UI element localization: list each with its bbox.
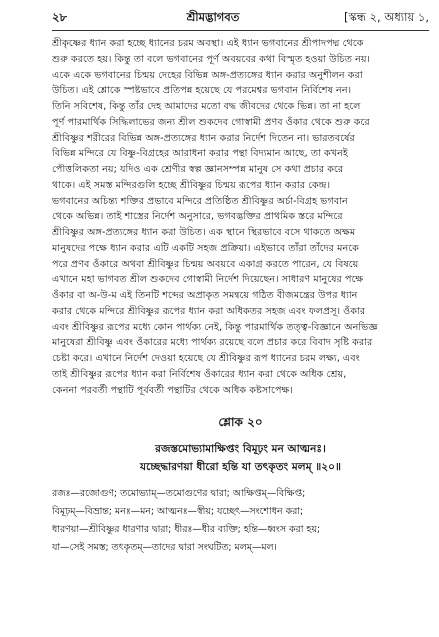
synonym-line: বিমূঢ়ম্—বিভ্রান্ত; মনঃ—মন; আত্মনঃ—স্বীয়; যচ্ছেৎ—সংশোধন করা; — [52, 506, 304, 517]
purport-line: শ্রীকৃষ্ণের ধ্যান করা হচ্ছে ধ্যানের চরম অবস্থা। এই ধ্যান ভগবানের শ্রীপাদপদ্ম থেকে — [52, 38, 364, 49]
synonyms-text — [52, 485, 429, 557]
purport-line: শুরু করতে হয়। কিন্তু তা বলে ভগবানের পূর্ণ অবয়বের কথা বিস্মৃত হওয়া উচিত নয়। — [52, 53, 371, 65]
purport-line: ওঁকার বা অ-উ-ম এই তিনটি শব্দের অপ্রাকৃত সমন্বয়ে গঠিত বীজমন্ত্রের উপর ধ্যান — [52, 290, 358, 301]
purport-line: চেষ্টা করে। এখানে নির্দেশ দেওয়া হয়েছে যে শ্রীবিষ্ণুর রূপ ধ্যানের চরম লক্ষ্য, এবং — [52, 353, 360, 364]
purport-line: উচিত। এই শ্লোকে স্পষ্টভাবে প্রতিপন্ন হয়েছে যে পরমেশ্বর ভগবান নির্বিশেষ নন। — [52, 85, 352, 97]
page-header — [52, 8, 429, 28]
verse-title: শ্লোক ২০ — [218, 415, 263, 429]
purport-line: এখানে মহা ভাগবত শ্রীল শুকদেব গোস্বামী নির্দেশ দিয়েছেন। সাধারণ মানুষের পক্ষে — [52, 274, 364, 286]
purport-line: বিভিন্ন মন্দিরে যে বিষ্ণু-বিগ্রহের আরাধনা করার পন্থা বিদ্যমান আছে, তা কখনই — [52, 148, 348, 160]
purport-line: কেননা পরবর্তী পন্থাটি পূর্ববর্তী পন্থাটির থেকে অধিক কষ্টসাপেক্ষ। — [52, 384, 293, 396]
book-title: শ্রীমদ্ভাগবত — [186, 9, 240, 24]
verse-line-1: রজস্তমোভ্যামাক্ষিপ্তং বিমূঢ়ং মন আত্মনঃ। — [155, 443, 326, 455]
purport-line: শ্রীবিষ্ণুর শরীরের বিভিন্ন অঙ্গ-প্রত্যঙ্গের ধ্যান করার নির্দেশ দিতেন না। ভারতবর্ষের — [52, 132, 355, 144]
purport-line: ভগবানের অচিন্ত্য শক্তির প্রভাবে মন্দিরে প্রতিষ্ঠিত শ্রীবিষ্ণুর অর্চা-বিগ্রহ ভগবান — [52, 195, 348, 207]
purport-line: থেকে অভিন্ন। তাই শাস্ত্রের নির্দেশ অনুসারে, ভগবদ্ভক্তির প্রাথমিক স্তরে মন্দিরে — [52, 211, 343, 223]
purport-line: শ্রীবিষ্ণুর অঙ্গ-প্রত্যঙ্গের ধ্যান করা উচিত। এক স্থানে স্থিরভাবে বসে থাকতে অক্ষম — [52, 227, 356, 238]
purport-line: পরে প্রণব ওঁকারে অথবা শ্রীবিষ্ণুর চিন্ময় অবয়বে একাগ্র করতে পারেন, যে বিষয়ে — [52, 258, 359, 270]
purport-line: পৌত্তলিকতা নয়; যদিও এক শ্রেণীর স্বল্প জ্ঞানসম্পন্ন মানুষ সে কথা প্রচার করে — [52, 164, 344, 175]
purport-line: তাই শ্রীবিষ্ণুর রূপের ধ্যান করা নির্বিশেষ ওঁকারের ধ্যান করা থেকে অধিক শ্রেয়, — [52, 368, 347, 380]
purport-line: তিনি সবিশেষ, কিন্তু তাঁর দেহ আমাদের মতো বদ্ধ জীবদের থেকে ভিন্ন। তা না হলে — [52, 101, 361, 112]
purport-line: মানুষেরা শ্রীবিষ্ণু এবং ওঁকারের মধ্যে পার্থক্য রয়েছে বলে প্রচার করে বিবাদ সৃষ্টি করার — [52, 337, 373, 349]
section-reference: [স্কন্ধ ২, অধ্যায় ১, — [344, 9, 429, 24]
synonym-line: ধারণয়া—শ্রীবিষ্ণুর ধারণার দ্বারা; ধীরঃ—ধীর ব্যক্তি; হন্তি—ধ্বংস করা হয়; — [52, 524, 321, 535]
purport-line: করার থেকে মন্দিরে শ্রীবিষ্ণুর রূপের ধ্যান করা অধিকতর সহজ এবং ফলপ্রসূ। ওঁকার — [52, 305, 366, 317]
page-number: ২৮ — [52, 9, 67, 24]
header-rule — [52, 30, 429, 31]
synonym-line: রজঃ—রজোগুণ; তমোভ্যাম্—তমোগুণের দ্বারা; আক্ষিপ্তম্—বিক্ষিপ্ত; — [52, 488, 306, 499]
verse-line-2: যচ্ছেদ্ধারণয়া ধীরো হন্তি যা তৎকৃতং মলম্ ॥২০॥ — [139, 461, 342, 473]
verse-text — [52, 440, 429, 476]
purport-line: পূর্ণ পারমার্থিক সিদ্ধিলাভের জন্য শ্রীল শুকদেব গোস্বামী প্রণব ওঁকার থেকে শুরু করে — [52, 116, 370, 128]
purport-line: একে একে ভগবানের চিন্ময় দেহের বিভিন্ন অঙ্গ-প্রত্যঙ্গের ধ্যান করার অনুশীলন করা — [52, 69, 363, 81]
purport-line: মানুষদের পক্ষে ধ্যান করার এটি একটি সহজ প্রক্রিয়া। এইভাবে তাঁরা তাঁদের মনকে — [52, 242, 359, 254]
purport-line: থাকে। এই সমস্ত মন্দিরগুলি হচ্ছে শ্রীবিষ্ণুর চিন্ময় রূপের ধ্যান করার কেন্দ্র। — [52, 179, 331, 191]
synonym-line: যা—সেই সমস্ত; তৎকৃতম্—তাদের দ্বারা সংঘটিত; মলম্—মল। — [52, 542, 277, 553]
purport-line: এবং শ্রীবিষ্ণুর রূপের মধ্যে কোন পার্থক্য নেই, কিন্তু পারমার্থিক তত্ত্ব-বিজ্ঞানে অনভিজ্ঞ — [52, 321, 378, 333]
purport-text — [52, 36, 429, 398]
